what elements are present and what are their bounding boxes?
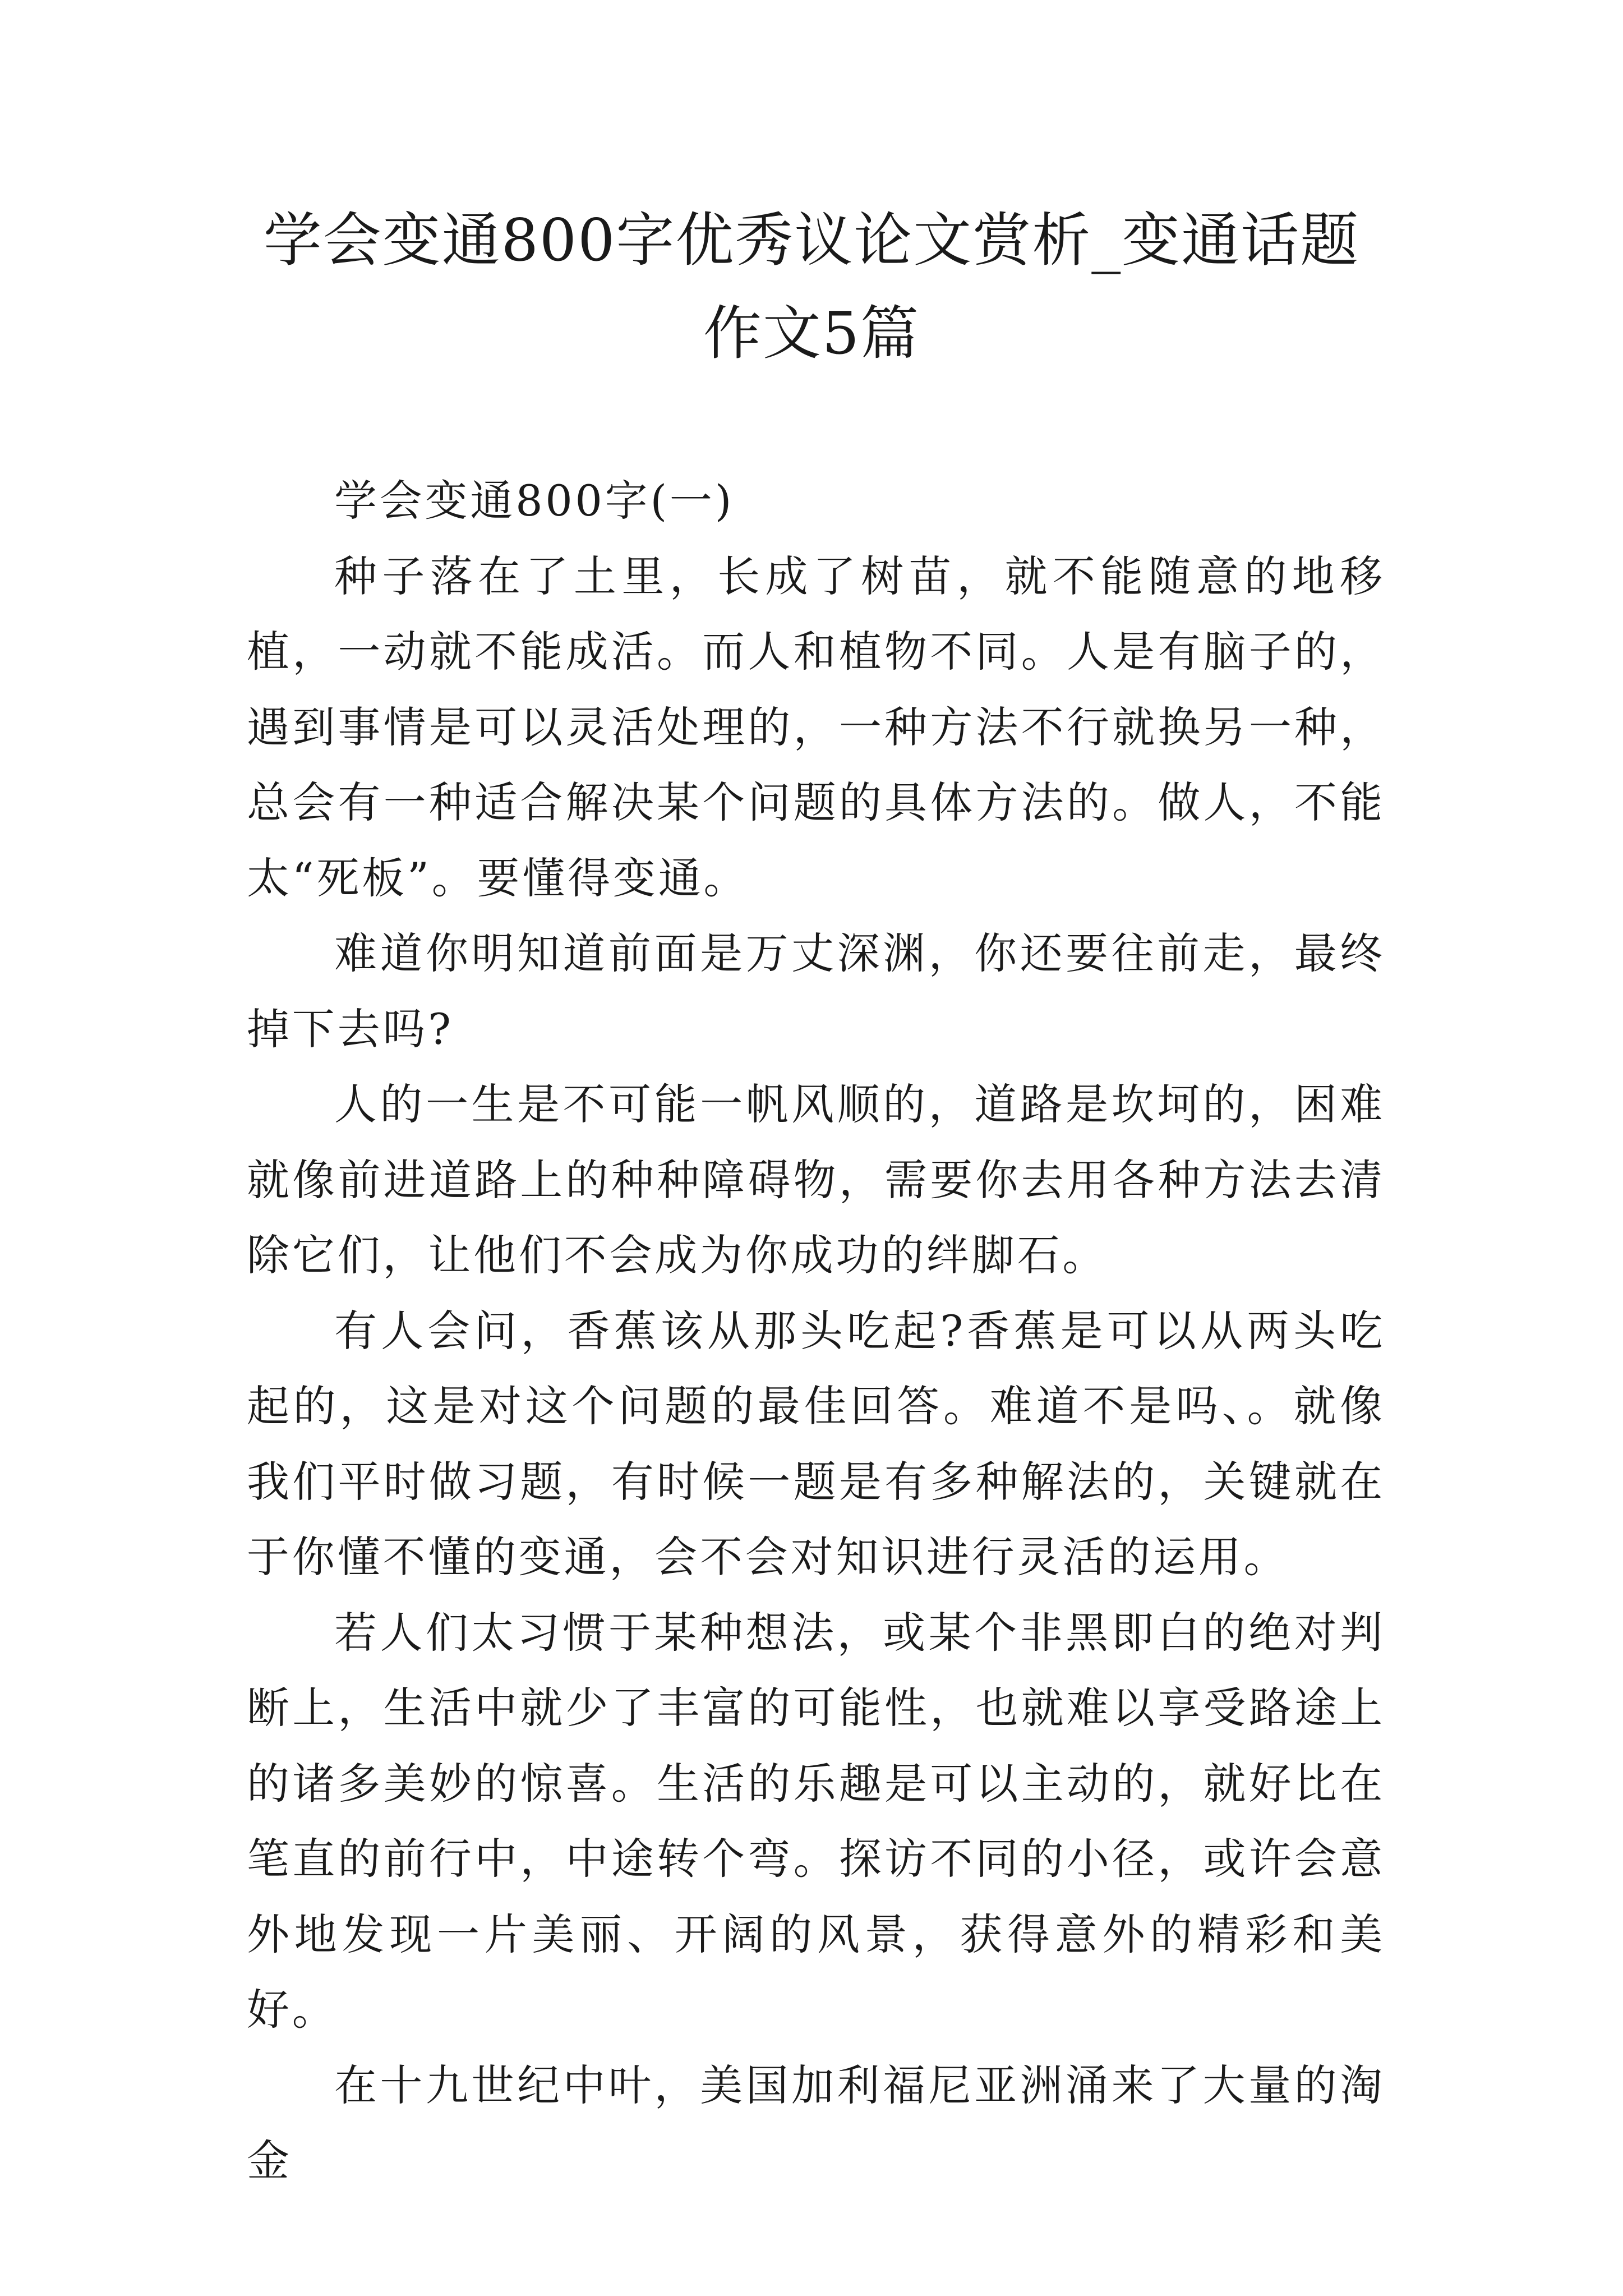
section-heading: 学会变通800字(一) bbox=[334, 476, 735, 526]
paragraph: 种子落在了土里，长成了树苗，就不能随意的地移植，一动就不能成活。而人和植物不同。人是有脑子的，遇到事情是可以灵活处理的，一种方法不行就换另一种，总会有一种适合解决某个问题的具体方法的。做人，不能太“死板”。要懂得变通。 bbox=[247, 551, 1385, 903]
paragraph: 在十九世纪中叶，美国加利福尼亚洲涌来了大量的淘金 bbox=[247, 2060, 1385, 2185]
paragraph: 人的一生是不可能一帆风顺的，道路是坎坷的，困难就像前进道路上的种种障碍物，需要你去用各种方法去清除它们，让他们不会成为你成功的绊脚石。 bbox=[247, 1079, 1385, 1280]
document-body bbox=[247, 463, 1385, 2199]
paragraph: 难道你明知道前面是万丈深渊，你还要往前走，最终掉下去吗? bbox=[247, 928, 1385, 1054]
paragraph: 有人会问，香蕉该从那头吃起?香蕉是可以从两头吃起的，这是对这个问题的最佳回答。难道不是吗、。就像我们平时做习题，有时候一题是有多种解法的，关键就在于你懂不懂的变通，会不会对知识进行灵活的运用。 bbox=[247, 1305, 1385, 1582]
paragraph: 若人们太习惯于某种想法，或某个非黑即白的绝对判断上，生活中就少了丰富的可能性，也就难以享受路途上的诸多美妙的惊喜。生活的乐趣是可以主动的，就好比在笔直的前行中，中途转个弯。探访不同的小径，或许会意外地发现一片美丽、开阔的风景，获得意外的精彩和美好。 bbox=[247, 1607, 1385, 2035]
title-line-1: 学会变通800字优秀议论文赏析_变通话题 bbox=[263, 206, 1360, 274]
title-line-2: 作文5篇 bbox=[703, 299, 920, 367]
document-title bbox=[224, 194, 1399, 380]
